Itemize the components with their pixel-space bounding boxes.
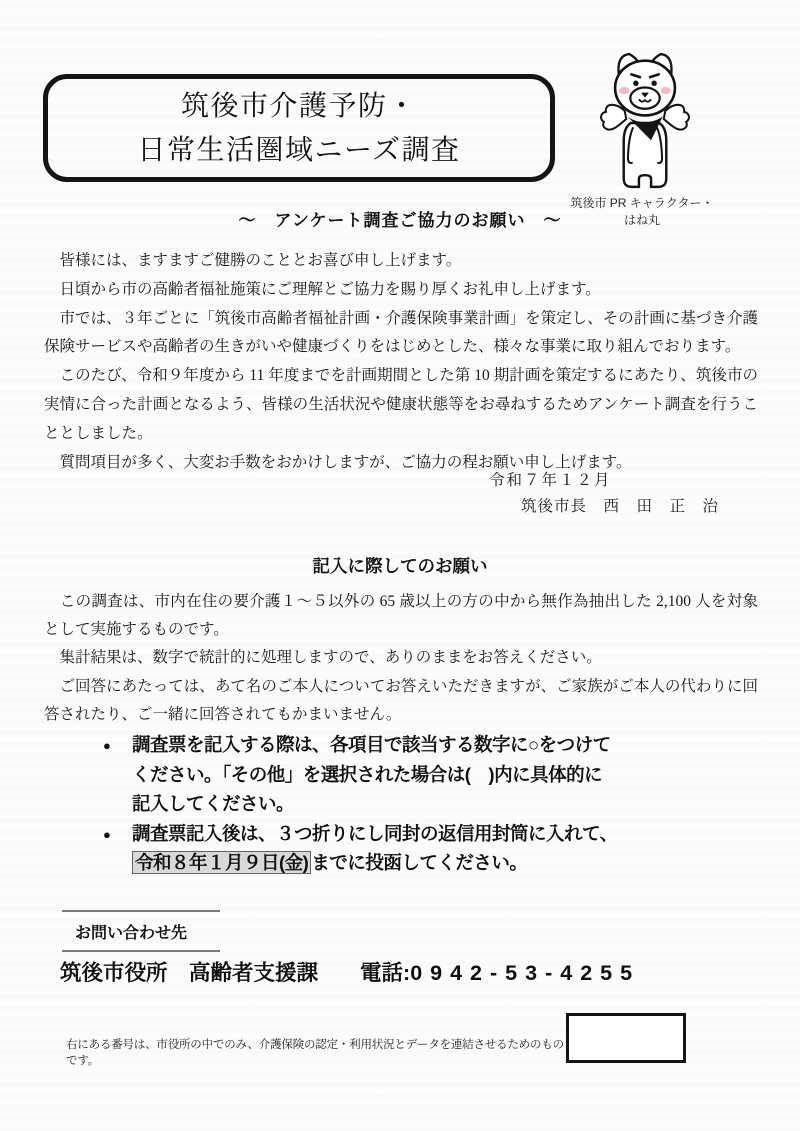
greeting-paragraph-3: 市では、３年ごとに「筑後市高齢者福祉計画・介護保険事業計画」を策定し、その計画に基づき介護保険サービスや高齢者の生きがいや健康づくりをはじめとした、様々な事業に取り組んでおります。 [44, 309, 758, 356]
bullet-dot-icon: ● [103, 826, 111, 842]
bullet-item-1 [102, 730, 618, 819]
page-title-line-2: 日常生活圏域ニーズ調査 [137, 134, 461, 165]
mascot-hanemaru-icon [598, 50, 692, 198]
bullet-item-2-after: までに投函してください。 [311, 852, 528, 873]
footer-note: 右にある番号は、市役所の中でのみ、介護保険の認定・利用状況とデータを連結させるためのものです。 [66, 1039, 564, 1067]
request-paragraph-1: この調査は、市内在住の要介護１～５以外の 65 歳以上の方の中から無作為抽出した 2,100 人を対象として実施するものです。 [44, 593, 758, 639]
contact-office: 筑後市役所 高齢者支援課 [60, 961, 319, 985]
greeting-paragraph-2: 日頃から市の高齢者福祉施策にご理解とご協力を賜り厚くお礼申し上げます。 [44, 280, 601, 298]
date-line: 令和７年１２月 [489, 472, 612, 489]
greeting-body [44, 247, 758, 477]
request-paragraph-2: 集計結果は、数字で統計的に処理しますので、ありのままをお答えください。 [44, 649, 602, 667]
request-paragraph-3: ご回答にあたっては、あて名のご本人についてお答えいただきますが、ご家族がご本人の代わりに回答されたり、ご一緒に回答されてもかまいません。 [44, 677, 758, 723]
deadline-highlight: 令和８年１月９日(金) [132, 851, 311, 874]
greeting-paragraph-4: このたび、令和９年度から 11 年度までを計画期間とした第 10 期計画を策定するにあたり、筑後市の実情に合った計画となるよう、皆様の生活状況や健康状態等をお尋ねするためアンケート調査を行うこととしました。 [44, 367, 758, 442]
bullet-dot-icon: ● [103, 738, 111, 753]
bullet-item-1-text: 調査票を記入する際は、各項目で該当する数字に○をつけてください。「その他」を選択された場合は( )内に具体的に記入してください。 [132, 734, 611, 814]
page-title-line-1: 筑後市介護予防・ [180, 89, 417, 121]
phone-label: 電話: [360, 961, 411, 985]
phone-number: 0942-53-4255 [410, 961, 641, 985]
subtitle: ～ アンケート調査ご協力のお願い ～ [238, 211, 562, 230]
contact-label: お問い合わせ先 [62, 910, 220, 952]
bullet-item-2 [102, 819, 618, 878]
greeting-paragraph-5: 質問項目が多く、大変お手数をおかけしますが、ご協力の程お願い申し上げます。 [44, 453, 632, 471]
mayor-signature: 筑後市長 西 田 正 治 [521, 498, 720, 515]
bullet-list [102, 730, 618, 878]
mascot-caption-line-1: 筑後市 PR キャラクター・ [570, 196, 714, 210]
request-body [44, 588, 758, 729]
mascot-caption-line-2: はね丸 [623, 213, 660, 227]
greeting-paragraph-1: 皆様には、ますますご健勝のこととお喜び申し上げます。 [44, 252, 462, 269]
contact-line [60, 956, 640, 987]
section-heading: 記入に際してのお願い [312, 556, 488, 576]
bullet-item-2-line-2 [132, 848, 618, 878]
id-number-box [566, 1013, 686, 1063]
bullet-item-2-line-1: 調査票記入後は、３つ折りにし同封の返信用封筒に入れて、 [132, 822, 618, 844]
title-box [43, 74, 555, 182]
